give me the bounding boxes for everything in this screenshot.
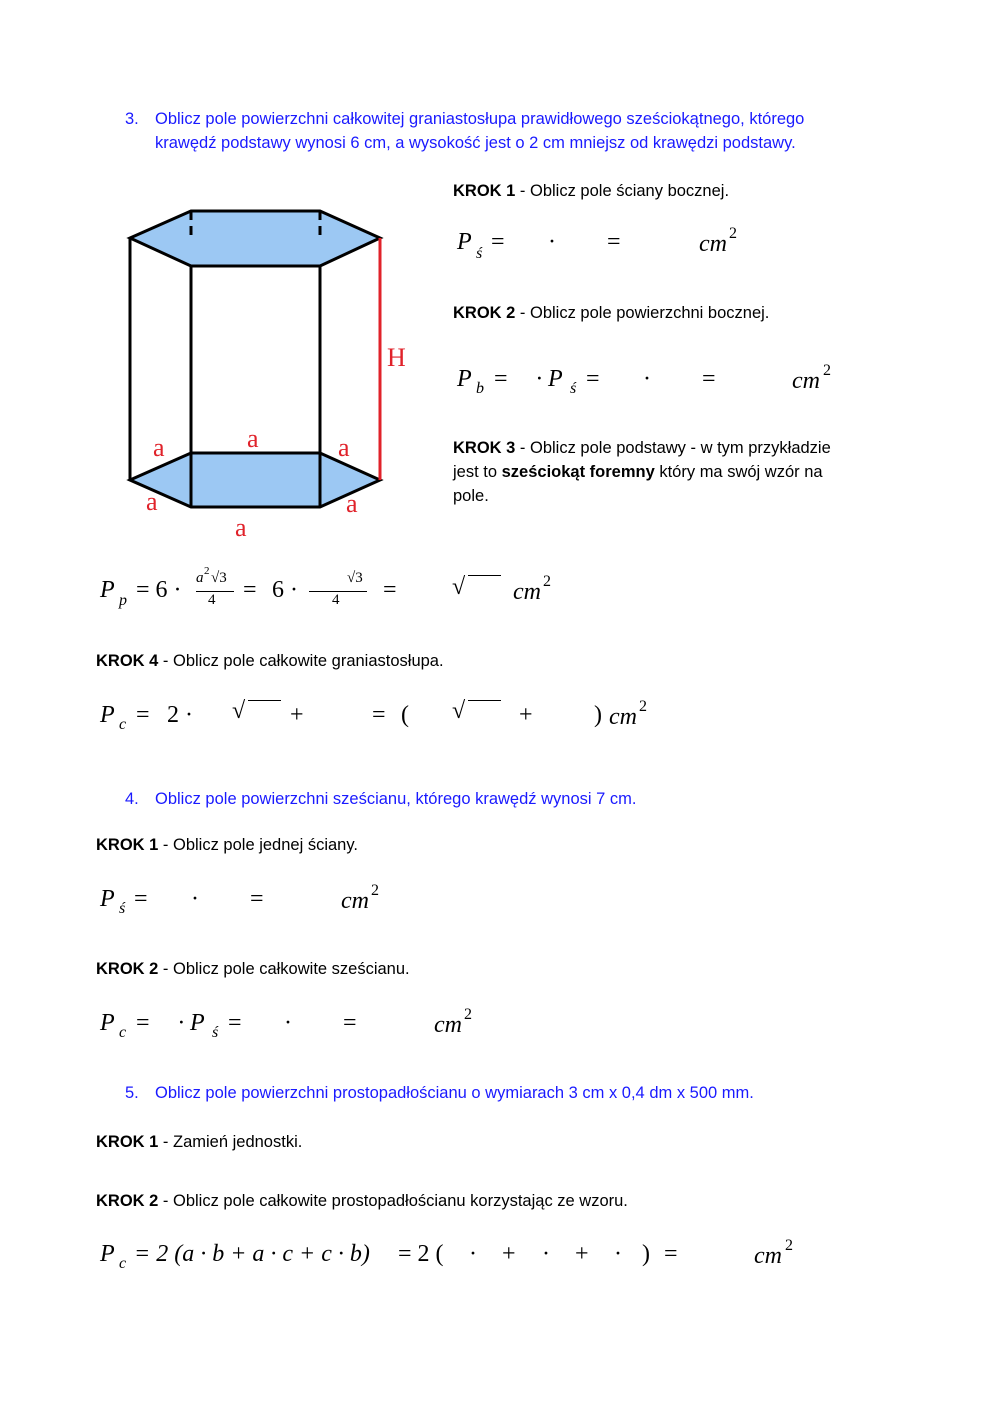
dot: · xyxy=(542,1241,550,1267)
exponent: 2 xyxy=(785,1237,793,1254)
label-a-bottom: a xyxy=(235,513,247,542)
task3-formula2 xyxy=(457,362,857,406)
task3-step3 xyxy=(453,436,913,508)
label-a-right-top: a xyxy=(338,433,350,462)
dot: · xyxy=(643,366,651,392)
subscript: b xyxy=(476,380,484,397)
sqrt-vinculum xyxy=(468,700,501,701)
step-text-bold: sześciokąt foremny xyxy=(501,463,655,481)
sqrt-vinculum xyxy=(248,700,281,701)
equals: = xyxy=(343,1010,357,1036)
equals-six: = 6 · xyxy=(136,577,182,603)
top-hexagon-face xyxy=(130,211,380,266)
exponent: 2 xyxy=(543,573,551,590)
symbol-P: P xyxy=(100,1241,115,1267)
subscript: c xyxy=(119,1255,127,1272)
dot: · xyxy=(548,229,556,255)
equals-two-paren: = 2 ( xyxy=(398,1241,444,1267)
fraction-numerator-root: √3 xyxy=(347,570,363,586)
task3-step1 xyxy=(453,179,729,203)
sqrt-sign: √ xyxy=(232,698,246,724)
step-label: KROK 2 xyxy=(96,960,159,978)
equals: = xyxy=(664,1241,678,1267)
step-text: - Oblicz pole całkowite prostopadłościanu korzystając ze wzoru. xyxy=(158,1192,628,1210)
unit: cm xyxy=(434,1012,462,1038)
label-a-left-top: a xyxy=(153,433,165,462)
task-text-line2: krawędź podstawy wynosi 6 cm, a wysokość jest o 2 cm mniejsz od krawędzi podstawy. xyxy=(155,134,796,152)
equals: = xyxy=(228,1010,242,1036)
task4-formula2 xyxy=(100,1006,500,1050)
subscript: ś xyxy=(119,900,126,917)
exponent: 2 xyxy=(371,882,379,899)
step-text: - Oblicz pole powierzchni bocznej. xyxy=(515,304,770,322)
unit: cm xyxy=(699,231,727,257)
sqrt-sign: √ xyxy=(452,698,466,724)
fraction-numerator-exp: 2 xyxy=(204,565,210,577)
task-text-line1: Oblicz pole powierzchni całkowitej graniastosłupa prawidłowego sześciokątnego, którego xyxy=(155,110,805,128)
equals: = xyxy=(136,1010,150,1036)
step-text: jest to xyxy=(453,463,502,481)
step-text: - Oblicz pole jednej ściany. xyxy=(158,836,358,854)
equals: = xyxy=(586,366,600,392)
task3-formula4 xyxy=(100,698,700,742)
task-text: Oblicz pole powierzchni sześcianu, którego krawędź wynosi 7 cm. xyxy=(155,790,637,808)
task-number: 3. xyxy=(125,110,139,128)
task5-formula xyxy=(100,1237,860,1281)
task4-step2 xyxy=(96,957,410,981)
symbol-P: P xyxy=(457,229,472,255)
symbol-P: P xyxy=(100,1010,115,1036)
task-number: 4. xyxy=(125,790,139,808)
unit: cm xyxy=(792,368,820,394)
six-dot: 6 · xyxy=(272,577,298,603)
exponent: 2 xyxy=(729,225,737,242)
step-label: KROK 2 xyxy=(96,1192,159,1210)
hexagonal-prism-diagram xyxy=(110,200,430,550)
plus: + xyxy=(290,702,304,728)
task3-formula1 xyxy=(457,225,787,269)
fraction-numerator-root: √3 xyxy=(211,570,227,586)
step-text: - Oblicz pole ściany bocznej. xyxy=(515,182,730,200)
subscript: ś xyxy=(476,245,483,262)
equals: = xyxy=(383,577,397,603)
step-text: - Oblicz pole całkowite sześcianu. xyxy=(158,960,410,978)
dot: · xyxy=(284,1010,292,1036)
dot-P: · P xyxy=(178,1010,205,1036)
step-text: - Zamień jednostki. xyxy=(158,1133,303,1151)
task-number: 5. xyxy=(125,1084,139,1102)
task-5-header xyxy=(125,1081,945,1107)
symbol-P: P xyxy=(457,366,472,392)
plus: + xyxy=(502,1241,516,1267)
task3-step4 xyxy=(96,649,444,673)
fraction-numerator: a xyxy=(196,570,204,586)
label-a-top: a xyxy=(247,424,259,453)
equals: = xyxy=(491,229,505,255)
paren-close: ) xyxy=(642,1241,650,1267)
subscript: p xyxy=(119,592,127,609)
unit: cm xyxy=(513,579,541,605)
task-4-header xyxy=(125,787,925,813)
task4-step1 xyxy=(96,833,358,857)
task3-formula3 xyxy=(100,565,580,618)
task3-step2 xyxy=(453,301,769,325)
label-H: H xyxy=(387,343,406,372)
step-label: KROK 4 xyxy=(96,652,159,670)
symbol-P: P xyxy=(100,886,115,912)
sqrt-sign: √ xyxy=(452,574,466,600)
task5-step1 xyxy=(96,1130,302,1154)
equals: = xyxy=(494,366,508,392)
subscript: c xyxy=(119,1024,127,1041)
equals: = xyxy=(607,229,621,255)
step-label: KROK 1 xyxy=(453,182,516,200)
equals: = xyxy=(702,366,716,392)
exponent: 2 xyxy=(464,1006,472,1023)
equals: = xyxy=(372,702,386,728)
step-text: pole. xyxy=(453,487,489,505)
equals: = xyxy=(134,886,148,912)
fraction-denominator: 4 xyxy=(332,592,340,608)
symbol-P: P xyxy=(100,577,115,603)
task-text: Oblicz pole powierzchni prostopadłościanu o wymiarach 3 cm x 0,4 dm x 500 mm. xyxy=(155,1084,754,1102)
step-label: KROK 3 xyxy=(453,439,516,457)
two-dot: 2 · xyxy=(167,702,193,728)
subscript: ś xyxy=(212,1024,219,1041)
step-text: który ma swój wzór na xyxy=(654,463,823,481)
dot: · xyxy=(614,1241,622,1267)
task-3-header xyxy=(125,107,925,157)
step-text: - Oblicz pole całkowite graniastosłupa. xyxy=(158,652,444,670)
dot: · xyxy=(191,886,199,912)
dot-P: · P xyxy=(536,366,563,392)
formula-expression: = 2 (a · b + a · c + c · b) xyxy=(134,1241,370,1267)
unit: cm xyxy=(341,888,369,914)
fraction-denominator: 4 xyxy=(208,592,216,608)
plus: + xyxy=(575,1241,589,1267)
label-a-right-bottom: a xyxy=(346,489,358,518)
label-a-left-bottom: a xyxy=(146,487,158,516)
dot: · xyxy=(469,1241,477,1267)
equals: = xyxy=(243,577,257,603)
paren-open: ( xyxy=(401,702,409,728)
equals: = xyxy=(250,886,264,912)
unit: cm xyxy=(754,1243,782,1269)
equals: = xyxy=(136,702,150,728)
exponent: 2 xyxy=(639,698,647,715)
step-label: KROK 1 xyxy=(96,836,159,854)
exponent: 2 xyxy=(823,362,831,379)
unit: cm xyxy=(609,704,637,730)
step-label: KROK 1 xyxy=(96,1133,159,1151)
paren-close: ) xyxy=(594,702,602,728)
subscript: ś xyxy=(570,380,577,397)
step-text: - Oblicz pole podstawy - w tym przykładzie xyxy=(515,439,831,457)
subscript: c xyxy=(119,716,127,733)
task5-step2 xyxy=(96,1189,628,1213)
symbol-P: P xyxy=(100,702,115,728)
sqrt-vinculum xyxy=(468,575,501,576)
step-label: KROK 2 xyxy=(453,304,516,322)
plus: + xyxy=(519,702,533,728)
task4-formula1 xyxy=(100,882,430,926)
